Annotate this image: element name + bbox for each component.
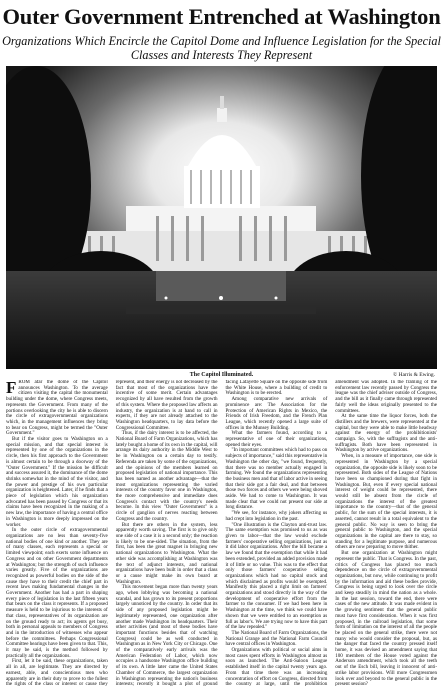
body-paragraph: "We see, for instance, why jokers affecting us had crept into legislation in the past. [225, 510, 328, 522]
body-paragraph: But one organization at Washington might represent the public. That is Congress. In the past, critics of Congress has placed too much dependence on the circle of extragovernmental organizations, but now, while continuing to profit by the information and aid these bodies provide, Congress is being urged to look over the circle and keep steadily in mind the nation as a whole. In the last session, toward the end, there were cases of the new attitude. It was made evident in the growing sentiment that the general public must have first consideration. When it was first proposed, in the railroad legislation, that some form of limitation on the interest of all the people be placed on the general strike, there were not many who would consider the proposal, but, as the danger that faced the country pressed itself home, it was devised an amendment saying that 100 members of the House voted against the Anderson amendment, which took all the teeth out of the Esch bill, leaving it innocent of anti-strike labor provisions. Will more Congressmen look over and beyond to the general public in the present session? [335, 550, 437, 688]
capitol-illustration [6, 66, 437, 369]
body-paragraph: "One illustration is the Clayton anti-trust law. The same exemption was promised to us as was given to labor—that the law would exclude farmers' cooperative selling organizations, just as it did labor organizations. After the bill became a law we found that the exemption that while it had been extended, provided an added provision made it of little or no value. This was to the effect that only those farmers' cooperative selling organizations which had no capital stock and which disclaimed as profits would be exempted. Manifestly this placed a right limit on farmers' organizations and stood directly in the way of the development of cooperative effort from the farmer to the consumer. If we had been here in Washington at the time, we think we could have shown that we were entitled to an exemption as full as labor's. We are trying now to have this part of the law repealed." [225, 521, 328, 631]
capitol-illuminated-photo [6, 66, 437, 369]
body-paragraph: What the farmers found, according to a representative of one of their organizations, opened their eyes. [225, 430, 328, 448]
body-paragraph: "In important committees which had to pass on subjects of importance," said this representative in Washington the other day, "we found, frequently, that there was no member actually engaged in farming. We found the organizations representing the business men and that of labor active in seeing that their side got a fair deal, and that between those two forces and others we were being shoved aside. We had to come to Washington. It was made clear that we could not present our side at long distance. [225, 447, 328, 511]
body-paragraph: But there are others in the system, less apparently worth saving. The first is to give only one side of a case it is a second only; the reaction is likely to be one-sided. The situation, from the first, has been the great magnet in bringing new national organizations to Washington. What the other side was accomplishing at Washington was the text of adjunct interests, and national organizations have been built in order that a class or a cause might make its own board at Washington. [115, 521, 218, 585]
body-paragraph: But if the visitor goes to Washington on a special mission, and that special interest is represented by one of the organizations in the circle, then his first approach to the Government is almost certain to be through a doorway of the "Outer Government." If the mission be difficult and success assured it, the dominance of the dome shrinks somewhat in the mind of the visitor, and the power and prestige of his own particular organization is heightened. Later, if he finds that a piece of legislation which his organization advocated has been passed by Congress or that its claims have been recognized in the making of a new law, the importance of having a central office in Washington is more deeply impressed on the worker. [6, 436, 108, 528]
body-paragraph: Among comparative new arrivals of prominence are: The Association for the Protection of American Rights in Mexico, the Friends of Irish Freedom, and the French Plan League, which recently opened a large suite of offices in the Munsey Building. [225, 396, 328, 431]
paragraph-text: ROM afar the dome of the Capitol announces Washington. To the average citizen visiting the capital the monumental building under the dome, where Congress meets, represents the Government. From many of the portions overlooking the city he is able to discern the circle of extragovernmental organizations which, in the management influences they bring to bear on Congress, might be termed the "Outer Government." [6, 380, 108, 437]
photo-credit: © Harris & Ewing. [392, 372, 435, 378]
body-paragraph: The National Board of Farm Organizations, the National Grange and the National Farm Council have central offices in Washington. [225, 629, 328, 648]
body-paragraph: This movement began more than twenty years ago, when lobbying was becoming a national scandal, and has grown to its present proportions largely unnoticed by the country. In order that its side of any proposed legislation might be legitimately represented, one organization after another made Washington its headquarters. Their other activities (and most of these bodies have important functions besides that of watching Congress) could be as well conducted in Washington as in New York City or Chicago. One of the comparatively early arrivals was the American Federation of Labor, which now occupies a handsome Washington office building of its own. A little later came the United States Chamber of Commerce, the largest organization in Washington representing the nation's business interests; recently it bought a plot of ground facing Lafayette Square on the opposite side from the White House, where a building of credit to Washington is to be erected. [115, 380, 328, 688]
body-paragraph: First, let it be said, these organizations, taken all in all, are legitimate. They are directed by earnest, able, and conscientious men who apparently are in their duty to prove to the fullest the rights of the class or interest or cause they represent, and their energy is not decreased by the fact that most of the organizations have the incentive of some merit. Certain advantages recognized by all have resulted from the growth of this system. Where the proposed law affects an industry, the organization is at hand to call in experts, if they are not already attached to the Washington headquarters, to lay data before the Congressional Committee. [6, 380, 218, 688]
body-paragraph: Thus, if the dairy interest is to be affected, the National Board of Farm Organizations, which has lately bought a home of its own in the capital, will arrange its dairy authority in the Middle West to be in Washington on a certain day to testify. Referenda are taken by some of the organizations, and the opinions of the members learned on proposed legislation of national importance. This has been named as another advantage—that the most organizations representing the varied interests of the country favor one in Washington, the more comprehensive and immediate does Congress's contact with the country's needs become. In this view "Outer Government" is a circle of ganglion of nerves reacting between Congress and the country. [115, 430, 218, 522]
photo-caption: The Capitol Illuminated. [189, 372, 254, 378]
article-headline: Outer Government Entrenched at Washington [2, 4, 441, 29]
article-body [6, 380, 437, 698]
body-paragraph: In the outer circle of extragovernmental organizations are no less than seventy-five national bodies of one kind or another. They are of many classes, each represents a special or limited viewpoint; each exerts some influence on Congress and on other Government departments at Washington; but the strength of such influence varies greatly. Five of the organizations are recognized as powerful bodies on the side of the cause they have to their credit the chief part in recent laws making fundamental changes in the Government. Another has had a part in shaping every piece of legislation in the last fifteen years that bears on the class it represents. If a proposed measure is held to be injurious to the interests of that class, representatives of its organization are on the ground ready to act; its agents get busy, both in personal appeals to members of Congress and in the introduction of witnesses who appear before the committees. Perhaps Congressional Committee hearings have been given to that. This, it may be said, is the method followed by practically all the organizations. [6, 527, 108, 659]
body-paragraph: Organizations with political or social aims in most cases spent efforts in Washington almost as soon as launched. The Anti-Saloon League established itself in the capital twenty years ago. From that time there was an increasing concentration of effort on Congress, directed from the country at large, until the prohibition amendment was adopted. In the framing of the enforcement law recently passed by Congress the league was the chief adviser outside of Congress, and the bill as it finally came through represented fairly well the ideas originally presented to the committees. [225, 380, 437, 688]
body-paragraph [6, 380, 108, 437]
drop-cap: F [6, 380, 17, 397]
body-paragraph: At the same time the liquor forces, both the distillers and the brewers, were represented at the capital, but they were able to make little headway against the energy of the prohibitionists' campaign. So, with the suffragists and the anti-suffragists. Both have been represented in Washington by active organizations. [335, 413, 437, 454]
article-subheadline: Organizations Which Encircle the Capitol Dome and Influence Legislation for the Special Classes and Interests They Represent [2, 34, 441, 62]
body-paragraph: When, in a measure of importance, one side is represented in Washington by a special organization, the opposite side is likely soon to be represented. Both sides of the League of Nations have been so championed during that fight in Washington. But, even if every special national interest of weight could be represented, there would still be absent from the circle of organizations the interest of the greatest importance to the country—that of the general public, for the sum of the special interests, it is asserted, cannot result in a total equivalent to the general public. No way is seen to bring the general public to Washington, and the special organizations in the capital are there to stay, so standing for a legitimate purpose, and numerous others are now preparing to move thither. [335, 453, 437, 551]
